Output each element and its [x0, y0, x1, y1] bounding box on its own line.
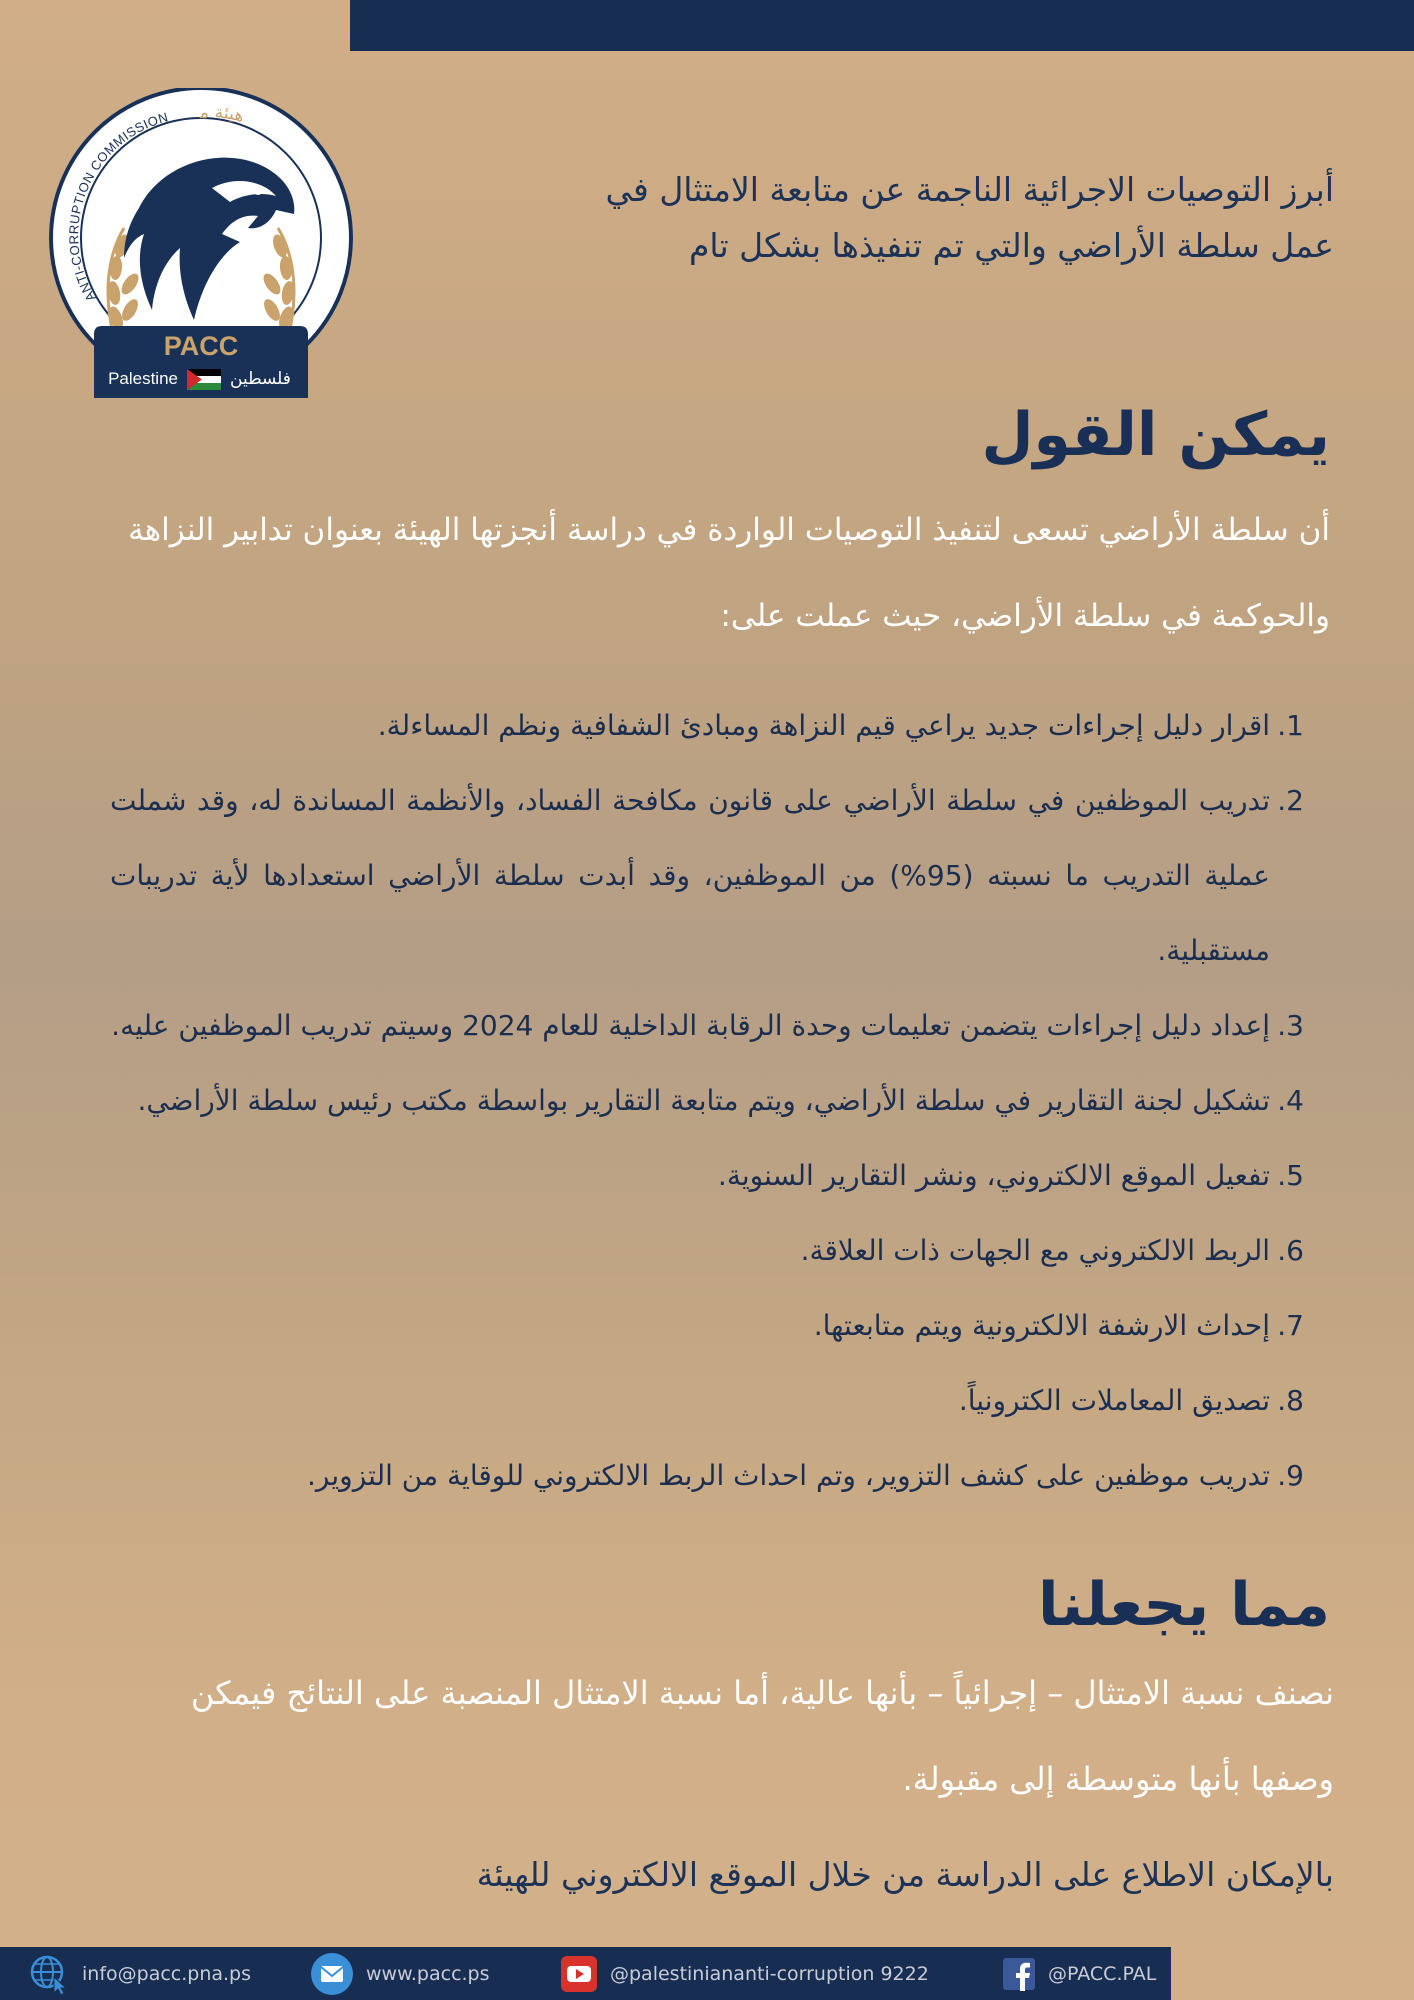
closing-note: بالإمكان الاطلاع على الدراسة من خلال الموقع الالكتروني للهيئة: [476, 1855, 1334, 1894]
contact-footer: [0, 1947, 1171, 2000]
list-item-number: 3.: [1277, 1009, 1304, 1042]
intro-line-2: والحوكمة في سلطة الأراضي، حيث عملت على:: [720, 598, 1330, 634]
list-item-text: اقرار دليل إجراءات جديد يراعي قيم النزاهة ومبادئ الشفافية ونظم المساءلة.: [377, 709, 1270, 742]
list-item-number: 5.: [1277, 1159, 1304, 1192]
section-heading-makes-us: مما يجعلنا: [1038, 1570, 1330, 1640]
footer-email-text: info@pacc.pna.ps: [82, 1962, 252, 1985]
list-item: [110, 1363, 1304, 1438]
footer-website[interactable]: [310, 1947, 490, 2000]
list-item-text: إعداد دليل إجراءات يتضمن تعليمات وحدة الرقابة الداخلية للعام 2024 وسيتم تدريب الموظفين عليه.: [111, 1009, 1270, 1042]
document-title: [454, 162, 1334, 274]
logo-country-ar: فلسطين: [230, 369, 291, 389]
logo-pacc-text: PACC: [163, 331, 239, 361]
list-item: [110, 763, 1304, 988]
list-item-text: إحداث الارشفة الالكترونية ويتم متابعتها.: [813, 1309, 1270, 1342]
list-item-text: تفعيل الموقع الالكتروني، ونشر التقارير السنوية.: [717, 1159, 1270, 1192]
compliance-paragraph: [80, 1650, 1334, 1822]
list-item-text: تدريب الموظفين في سلطة الأراضي على قانون مكافحة الفساد، والأنظمة المساندة له، وقد شملت عملية التدريب ما نسبته (95%) من الموظفين، وقد أبدت سلطة الأراضي استعدادها لأية تدريبات مستقبلية.: [110, 784, 1270, 967]
footer-facebook[interactable]: [1002, 1947, 1156, 2000]
list-item-number: 7.: [1277, 1309, 1304, 1342]
list-item-number: 2.: [1277, 784, 1304, 817]
recommendations-list: [110, 688, 1304, 1513]
title-line-2: عمل سلطة الأراضي والتي تم تنفيذها بشكل تام: [689, 226, 1334, 265]
title-line-1: أبرز التوصيات الاجرائية الناجمة عن متابعة الامتثال في: [605, 170, 1334, 209]
list-item-number: 6.: [1277, 1234, 1304, 1267]
top-banner-bar: [350, 0, 1414, 51]
logo-arc-text-en: ANTI-CORRUPTION COMMISSION: [66, 109, 170, 305]
list-item: [110, 988, 1304, 1063]
list-item-text: تدريب موظفين على كشف التزوير، وتم احداث الربط الالكتروني للوقاية من التزوير.: [307, 1459, 1270, 1492]
list-item-text: تشكيل لجنة التقارير في سلطة الأراضي، ويتم متابعة التقارير بواسطة مكتب رئيس سلطة الأراضي.: [137, 1084, 1270, 1117]
mail-icon: [310, 1952, 354, 1996]
footer-youtube-text: @palestiniananti-corruption 9222: [610, 1962, 929, 1985]
list-item-number: 8.: [1277, 1384, 1304, 1417]
list-item: [110, 1288, 1304, 1363]
list-item-text: الربط الالكتروني مع الجهات ذات العلاقة.: [800, 1234, 1270, 1267]
intro-line-1: أن سلطة الأراضي تسعى لتنفيذ التوصيات الواردة في دراسة أنجزتها الهيئة بعنوان تدابير النزاهة: [128, 512, 1330, 548]
footer-facebook-text: @PACC.PAL: [1048, 1962, 1157, 1985]
list-item-number: 1.: [1277, 709, 1304, 742]
list-item-number: 9.: [1277, 1459, 1304, 1492]
compliance-line-2: وصفها بأنها متوسطة إلى مقبولة.: [902, 1760, 1334, 1798]
compliance-line-1: نصنف نسبة الامتثال – إجرائياً – بأنها عالية، أما نسبة الامتثال المنصبة على النتائج فيمكن: [190, 1674, 1334, 1712]
footer-website-text: www.pacc.ps: [366, 1962, 490, 1985]
palestine-flag-icon: [187, 369, 221, 390]
list-item-text: تصديق المعاملات الكترونياً.: [958, 1384, 1270, 1417]
globe-cursor-icon: [28, 1953, 70, 1995]
pacc-logo: [44, 88, 358, 398]
youtube-icon: [560, 1955, 598, 1993]
intro-paragraph: [80, 487, 1330, 659]
footer-email[interactable]: [28, 1947, 251, 2000]
list-item: [110, 1138, 1304, 1213]
section-heading-possible-to-say: يمكن القول: [981, 400, 1330, 470]
list-item: [110, 1438, 1304, 1513]
logo-arc-text-ar: هيئة م: [198, 102, 246, 127]
list-item: [110, 688, 1304, 763]
list-item-number: 4.: [1277, 1084, 1304, 1117]
footer-youtube[interactable]: [560, 1947, 929, 2000]
list-item: [110, 1063, 1304, 1138]
facebook-icon: [1002, 1957, 1036, 1991]
list-item: [110, 1213, 1304, 1288]
logo-country-en: Palestine: [108, 369, 178, 388]
